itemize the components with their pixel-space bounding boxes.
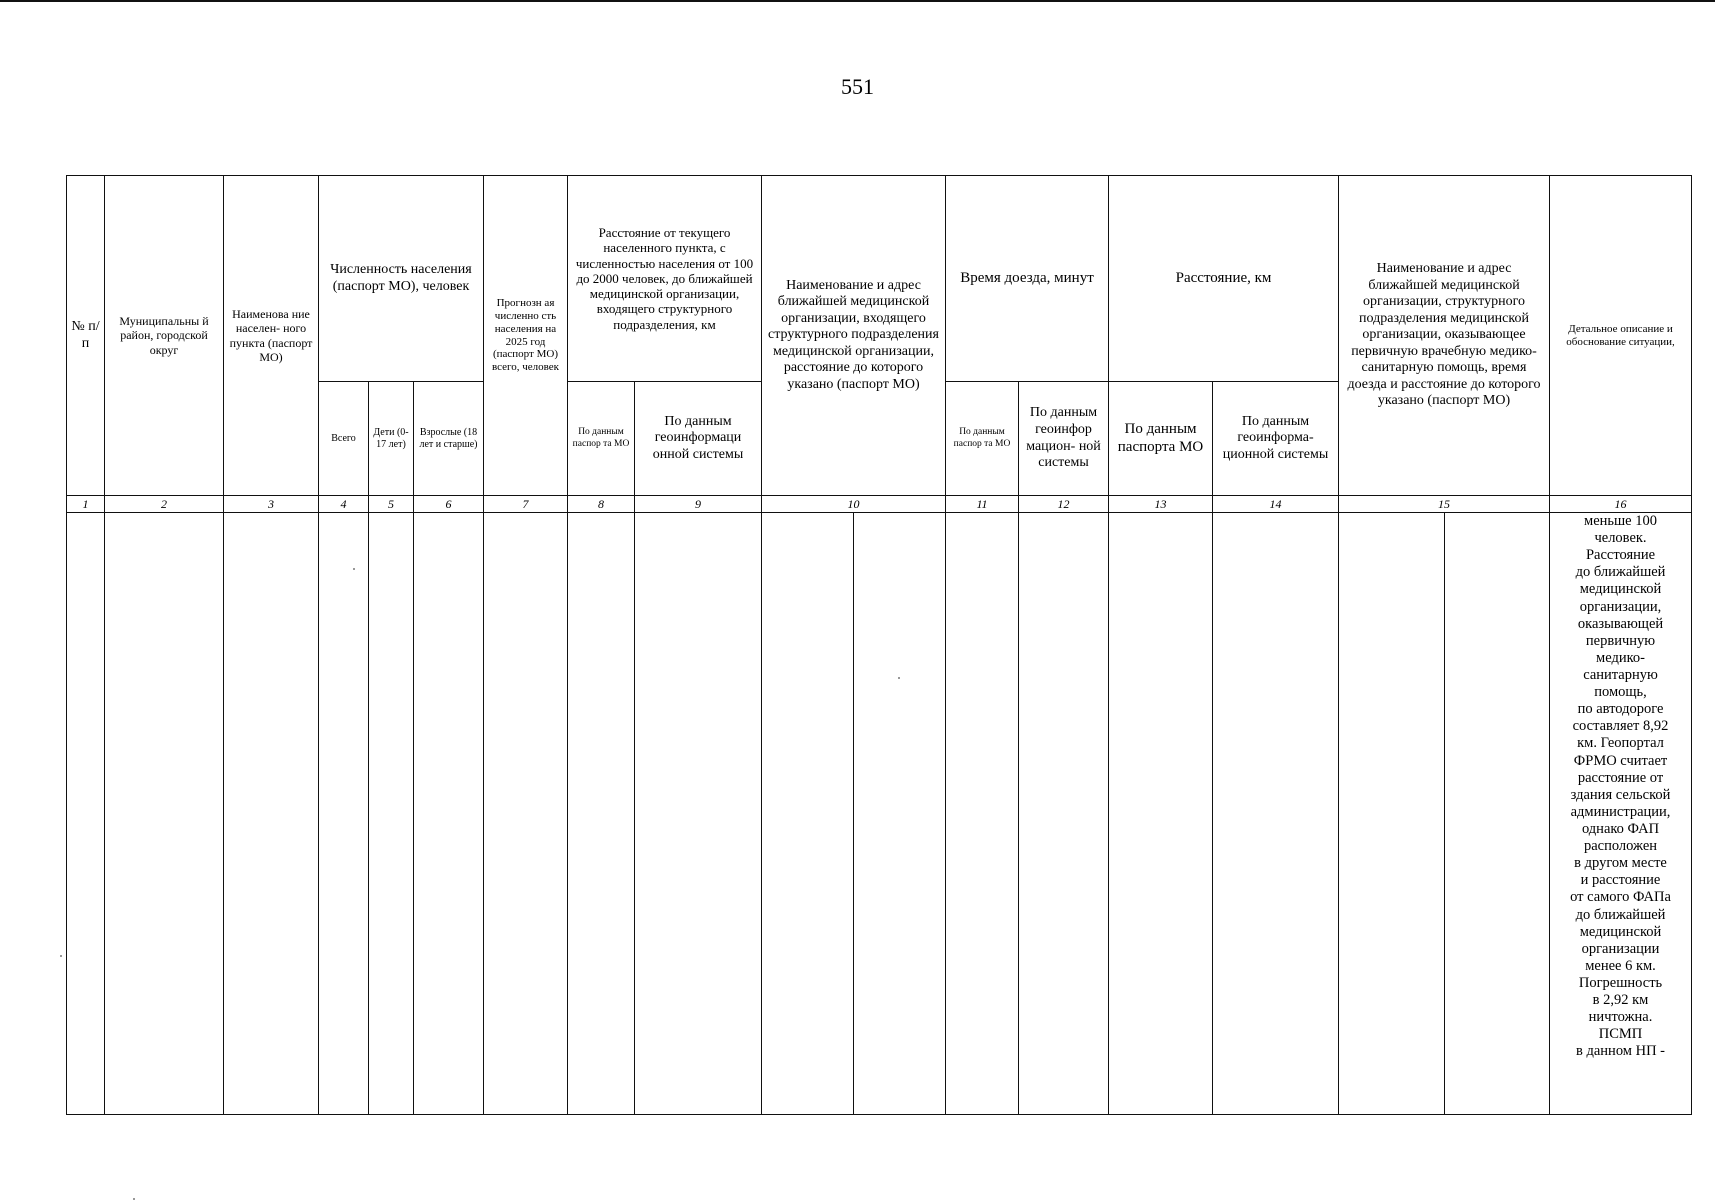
column-number-11: 11 [946, 496, 1019, 513]
scan-speck [353, 568, 355, 570]
description-line: организации, [1579, 598, 1662, 615]
column-number-3: 3 [224, 496, 319, 513]
column-number-10: 10 [762, 496, 946, 513]
header-nearest-med-org: Наименование и адрес ближайшей медицинской организации, входящего структурного подразделения медицинской организации, расстояние до которого указано (паспорт МО) [762, 176, 946, 496]
description-line: медицинской [1579, 923, 1662, 940]
description-line: Расстояние [1585, 547, 1656, 564]
page-number: 551 [841, 74, 874, 99]
cell-primary-care-org-left [1339, 513, 1444, 1114]
table-row [67, 513, 1692, 1115]
cell-population-adults [414, 513, 484, 1115]
column-number-6: 6 [414, 496, 484, 513]
description-text [1552, 513, 1689, 1061]
cell-row-number [67, 513, 105, 1115]
cell-km-passport [1109, 513, 1213, 1115]
header-forecast-population: Прогнозн ая численно сть населения на 2025 год (паспорт МО) всего, человек [484, 176, 568, 496]
header-detailed-description: Детальное описание и обоснование ситуации, [1550, 176, 1692, 496]
header-primary-care-org: Наименование и адрес ближайшей медицинской организации, структурного подразделения медицинской организации, оказывающее первичную врачебную медико-санитарную помощь, время доезда и расстояние до которого указано (паспорт МО) [1339, 176, 1550, 496]
scan-speck [60, 955, 62, 957]
description-line: ФРМО считает [1573, 752, 1668, 769]
description-line: в данном НП - [1576, 1043, 1665, 1060]
cell-municipal-district [105, 513, 224, 1115]
description-line: расстояние от [1577, 769, 1664, 786]
description-line: менее 6 км. [1585, 957, 1656, 974]
description-line: администрации, [1570, 803, 1671, 820]
cell-primary-care-org [1339, 513, 1550, 1115]
header-travel-time-group: Время доезда, минут [946, 176, 1109, 382]
header-municipal-district: Муниципальны й район, городской округ [105, 176, 224, 496]
description-line: от самого ФАПа [1570, 889, 1671, 906]
cell-nearest-med-org-left [762, 513, 853, 1114]
description-line: расположен [1583, 838, 1658, 855]
column-number-1: 1 [67, 496, 105, 513]
header-distance-group: Расстояние от текущего населенного пункта, с численностью населения от 100 до 2000 человек, до ближайшей медицинской организации, входящего структурного подразделения, км [568, 176, 762, 382]
cell-primary-care-org-right [1444, 513, 1550, 1114]
header-population-total: Всего [319, 382, 369, 496]
page-top-border [0, 0, 1715, 2]
description-line: км. Геопортал [1577, 735, 1664, 752]
column-number-5: 5 [369, 496, 414, 513]
cell-time-passport [946, 513, 1019, 1115]
description-line: здания сельской [1570, 786, 1671, 803]
cell-nearest-med-org-right [853, 513, 945, 1114]
column-number-13: 13 [1109, 496, 1213, 513]
column-number-12: 12 [1019, 496, 1109, 513]
header-distance-passport: По данным паспор та МО [568, 382, 635, 496]
column-number-7: 7 [484, 496, 568, 513]
header-population-adults: Взрослые (18 лет и старше) [414, 382, 484, 496]
description-line: ничтожна. [1588, 1009, 1653, 1026]
header-distance-gis: По данным геоинформаци онной системы [635, 382, 762, 496]
description-line: составляет 8,92 [1572, 718, 1669, 735]
description-line: и расстояние [1580, 872, 1661, 889]
header-population-group: Численность населения (паспорт МО), человек [319, 176, 484, 382]
description-line: в 2,92 км [1592, 992, 1649, 1009]
cell-distance-passport [568, 513, 635, 1115]
cell-forecast-population [484, 513, 568, 1115]
description-line: Погрешность [1578, 974, 1663, 991]
cell-km-gis [1213, 513, 1339, 1115]
description-line: до ближайшей [1575, 906, 1666, 923]
register-table [66, 175, 1692, 1115]
header-row-number: № п/п [67, 176, 105, 496]
column-number-16: 16 [1550, 496, 1692, 513]
description-line: санитарную [1583, 666, 1658, 683]
description-line: человек. [1594, 530, 1647, 547]
description-line: однако ФАП [1581, 820, 1660, 837]
description-line: медицинской [1579, 581, 1662, 598]
description-line: по автодороге [1577, 701, 1664, 718]
cell-detailed-description [1550, 513, 1692, 1115]
description-line: до ближайшей [1575, 564, 1666, 581]
cell-distance-gis [635, 513, 762, 1115]
cell-population-total [319, 513, 369, 1115]
column-number-8: 8 [568, 496, 635, 513]
description-line: помощь, [1594, 684, 1647, 701]
column-number-4: 4 [319, 496, 369, 513]
header-distance-km-group: Расстояние, км [1109, 176, 1339, 382]
header-population-children: Дети (0-17 лет) [369, 382, 414, 496]
cell-settlement-name [224, 513, 319, 1115]
header-settlement-name: Наименова ние населен- ного пункта (паспорт МО) [224, 176, 319, 496]
description-line: медико- [1596, 649, 1645, 666]
description-line: организации [1581, 940, 1660, 957]
cell-population-children [369, 513, 414, 1115]
column-number-14: 14 [1213, 496, 1339, 513]
cell-time-gis [1019, 513, 1109, 1115]
column-number-2: 2 [105, 496, 224, 513]
scan-speck [898, 677, 900, 679]
column-number-9: 9 [635, 496, 762, 513]
description-line: в другом месте [1574, 855, 1667, 872]
header-km-passport: По данным паспорта МО [1109, 382, 1213, 496]
description-line: первичную [1585, 632, 1656, 649]
header-km-gis: По данным геоинформа- ционной системы [1213, 382, 1339, 496]
cell-nearest-med-org [762, 513, 946, 1115]
description-line: оказывающей [1577, 615, 1664, 632]
header-time-gis: По данным геоинфор мацион- ной системы [1019, 382, 1109, 496]
description-line: ПСМП [1598, 1026, 1643, 1043]
header-time-passport: По данным паспор та МО [946, 382, 1019, 496]
description-line: меньше 100 [1584, 513, 1657, 529]
column-number-15: 15 [1339, 496, 1550, 513]
